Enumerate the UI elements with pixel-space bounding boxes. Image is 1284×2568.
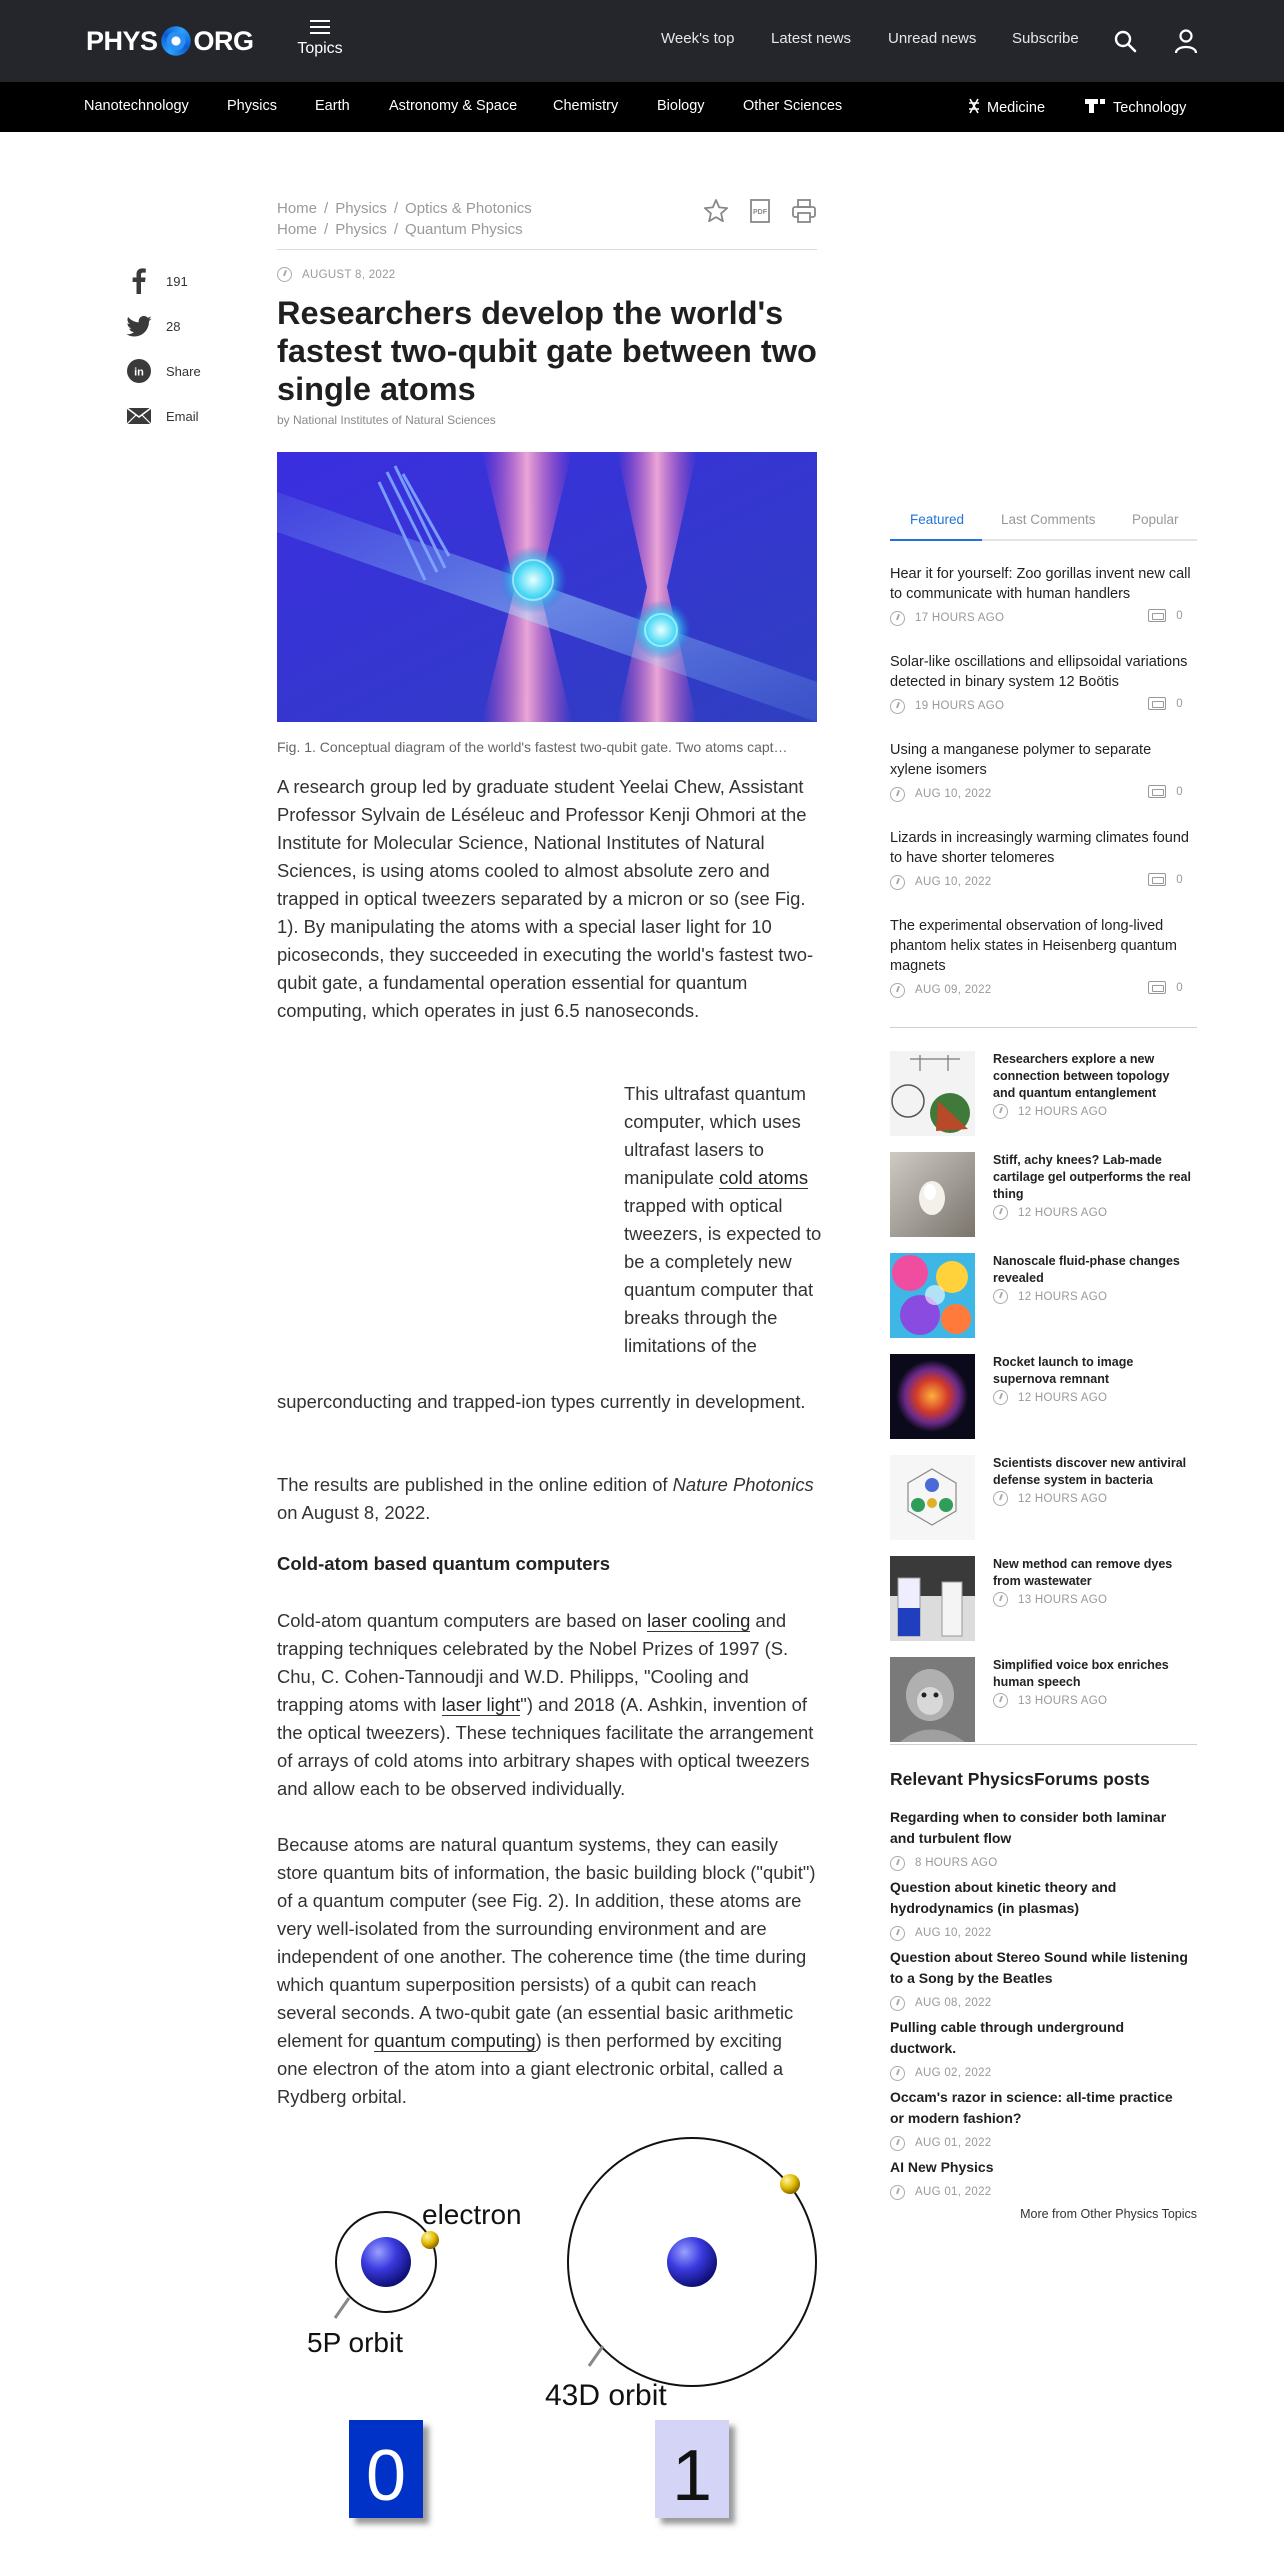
featured-item[interactable] [890, 828, 1197, 890]
quantum-computing-link[interactable]: quantum computing [374, 2030, 536, 2051]
topics-menu-button[interactable] [296, 16, 344, 58]
story-time: 12 HOURS AGO [1018, 1492, 1108, 1505]
comment-count[interactable]: 0 [1148, 697, 1183, 710]
article-byline[interactable]: by National Institutes of Natural Sciences [277, 413, 496, 427]
twitter-share-count: 28 [166, 318, 181, 334]
breadcrumb-divider [277, 249, 817, 250]
clock-icon [993, 1592, 1008, 1607]
email-icon [126, 403, 152, 429]
clock-icon [890, 983, 905, 998]
featured-title[interactable]: Hear it for yourself: Zoo gorillas invent new call to communicate with human handlers [890, 566, 1191, 602]
email-share-label: Email [166, 408, 199, 424]
featured-item[interactable] [890, 740, 1197, 802]
paragraph-5: Because atoms are natural quantum systems, they can easily store quantum bits of information, the basic building block ("qubit") of a quantum computer (see Fig. 2). In addition, these atoms are very well-isolated from the surrounding environment and are independent of one another. The coherence time (the time during which quantum superposition persists) of a qubit can reach several seconds. A two-qubit gate (an essential basic arithmetic element for quantum computing) is then performed by exciting one electron of the atom into a giant electronic orbital, called a Rydberg orbital. [277, 1834, 816, 2107]
comments-icon [1148, 609, 1166, 622]
category-nanotechnology[interactable]: Nanotechnology [84, 98, 189, 114]
electron-large [780, 2174, 800, 2194]
breadcrumb-home[interactable]: Home [277, 200, 318, 217]
story-time: 12 HOURS AGO [1018, 1290, 1108, 1303]
story-title[interactable]: Nanoscale fluid-phase changes revealed [993, 1254, 1180, 1285]
technology-icon [1084, 98, 1106, 114]
featured-item[interactable] [890, 916, 1197, 998]
category-technology[interactable] [1084, 98, 1186, 116]
physicsforums-heading: Relevant PhysicsForums posts [890, 1769, 1150, 1789]
hamburger-icon [310, 20, 330, 34]
category-physics[interactable]: Physics [227, 98, 277, 114]
comment-count[interactable]: 0 [1148, 873, 1183, 886]
laser-light-link[interactable]: laser light [441, 1694, 521, 1715]
clock-icon [993, 1104, 1008, 1119]
story-item[interactable] [890, 1354, 1200, 1440]
story-time: 13 HOURS AGO [1018, 1593, 1108, 1606]
nav-unread-news[interactable]: Unread news [888, 30, 977, 47]
twitter-icon [126, 313, 152, 339]
clock-icon [993, 1390, 1008, 1405]
breadcrumb-quantum-physics[interactable]: Quantum Physics [405, 221, 523, 238]
section-heading: Cold-atom based quantum computers [277, 1553, 611, 1574]
state-zero-label: 0 [365, 2436, 407, 2516]
nucleus-large [667, 2237, 717, 2287]
story-thumbnail-antiviral[interactable] [890, 1455, 975, 1540]
forum-post[interactable] [890, 1947, 1190, 2011]
cold-atoms-link[interactable]: cold atoms [719, 1167, 809, 1188]
bookmark-star-icon[interactable] [703, 198, 729, 224]
story-time: 12 HOURS AGO [1018, 1391, 1108, 1404]
paragraph-2: This ultrafast quantum computer, which uses ultrafast lasers to manipulate cold atoms trapped with optical tweezers, is expected to be a completely new quantum computer that breaks through the limitations of the [624, 1083, 822, 1356]
sidebar-divider [890, 1744, 1197, 1745]
linkedin-share-label: Share [166, 363, 201, 379]
clock-icon [890, 787, 905, 802]
share-email[interactable] [126, 401, 266, 431]
category-astronomy-space[interactable]: Astronomy & Space [389, 98, 518, 114]
clock-icon [277, 267, 292, 282]
category-earth[interactable]: Earth [315, 98, 350, 114]
story-thumbnail-fluid-phase[interactable] [890, 1253, 975, 1338]
comment-count[interactable]: 0 [1148, 785, 1183, 798]
category-bar [0, 82, 1284, 132]
forum-post-time: AUG 01, 2022 [915, 2137, 992, 2149]
qubit-orbit-figure [277, 2128, 827, 2548]
clock-icon [993, 1205, 1008, 1220]
share-linkedin[interactable] [126, 356, 266, 386]
laser-cooling-link[interactable]: laser cooling [647, 1610, 751, 1631]
forum-post[interactable] [890, 2087, 1190, 2151]
category-medicine-label: Medicine [987, 100, 1046, 116]
nav-weeks-top[interactable]: Week's top [661, 30, 735, 47]
clock-icon [890, 2185, 905, 2200]
nucleus-small [361, 2237, 411, 2287]
story-title[interactable]: Stiff, achy knees? Lab-made cartilage gel outperforms the real thing [993, 1153, 1191, 1201]
story-thumbnail-topology[interactable] [890, 1051, 975, 1136]
tab-last-comments[interactable]: Last Comments [1001, 512, 1096, 527]
featured-title[interactable]: Lizards in increasingly warming climates found to have shorter telomeres [890, 830, 1189, 866]
comments-icon [1148, 981, 1166, 994]
svg-text:in: in [134, 366, 144, 379]
featured-time: 19 HOURS AGO [915, 700, 1005, 712]
medicine-icon [968, 98, 980, 114]
clock-icon [993, 1491, 1008, 1506]
forum-post-time: AUG 10, 2022 [915, 1927, 992, 1939]
story-title[interactable]: Simplified voice box enriches human speech [993, 1658, 1169, 1689]
share-twitter[interactable] [126, 311, 266, 341]
forum-post[interactable] [890, 1877, 1190, 1941]
user-account-icon[interactable] [1174, 28, 1198, 54]
comment-count[interactable]: 0 [1148, 981, 1183, 994]
more-physics-topics-link[interactable]: More from Other Physics Topics [1020, 2207, 1197, 2221]
category-medicine[interactable] [968, 98, 1045, 116]
paragraph-3: The results are published in the online edition of Nature Photonics on August 8, 2022. [277, 1474, 814, 1523]
comments-icon [1148, 697, 1166, 710]
featured-title[interactable]: Using a manganese polymer to separate xylene isomers [890, 742, 1152, 778]
forum-post-title[interactable]: Question about Stereo Sound while listening to a Song by the Beatles [890, 1949, 1188, 1986]
active-tab-indicator [890, 539, 982, 541]
clock-icon [993, 1693, 1008, 1708]
paragraph-1: A research group led by graduate student Yeelai Chew, Assistant Professor Sylvain de Léséleuc and Professor Kenji Ohmori at the Institute for Molecular Science, National Institutes of Natural Sciences, is using atoms cooled to almost absolute zero and trapped in optical tweezers separated by a micron or so (see Fig. 1). By manipulating the atoms with a special laser light for 10 picoseconds, they succeeded in executing the world's fastest two-qubit gate, a fundamental operation essential for quantum computing, which operates in just 6.5 nanoseconds. [277, 776, 814, 1021]
article-hero-image[interactable] [277, 452, 817, 722]
featured-time: 17 HOURS AGO [915, 612, 1005, 624]
forum-post[interactable] [890, 1807, 1190, 1871]
article-date: AUGUST 8, 2022 [277, 267, 395, 282]
pdf-download-icon[interactable] [747, 198, 773, 224]
story-time: 12 HOURS AGO [1018, 1206, 1108, 1219]
search-icon[interactable] [1113, 29, 1137, 53]
facebook-icon [126, 268, 152, 294]
nav-subscribe[interactable]: Subscribe [1012, 30, 1079, 47]
facebook-share-count: 191 [166, 273, 188, 289]
sidebar-divider [890, 1027, 1197, 1028]
clock-icon [890, 699, 905, 714]
story-thumbnail-dyes[interactable] [890, 1556, 975, 1641]
forum-post[interactable] [890, 2157, 1190, 2200]
clock-icon [890, 2066, 905, 2081]
forum-post-title[interactable]: Occam's razor in science: all-time practice or modern fashion? [890, 2089, 1173, 2126]
category-chemistry[interactable]: Chemistry [553, 98, 619, 114]
clock-icon [890, 1856, 905, 1871]
comments-icon [1148, 785, 1166, 798]
image-caption: Fig. 1. Conceptual diagram of the world's fastest two-qubit gate. Two atoms capt… [277, 739, 788, 755]
forum-post[interactable] [890, 2017, 1190, 2081]
story-title[interactable]: Rocket launch to image supernova remnant [993, 1355, 1134, 1386]
story-thumbnail-supernova[interactable] [890, 1354, 975, 1439]
breadcrumb: Home / Physics / Quantum Physics [277, 221, 523, 238]
large-orbit-label: 43D orbit [545, 2379, 667, 2412]
comments-icon [1148, 873, 1166, 886]
topics-label: Topics [297, 40, 343, 57]
category-biology[interactable]: Biology [657, 98, 705, 114]
story-item[interactable] [890, 1657, 1200, 1743]
story-item[interactable] [890, 1152, 1200, 1238]
forum-post-time: AUG 02, 2022 [915, 2067, 992, 2079]
sidebar-tabs [890, 507, 1197, 541]
electron-label: electron [422, 2199, 522, 2230]
featured-title[interactable]: Solar-like oscillations and ellipsoidal variations detected in binary system 12 Boötis [890, 654, 1188, 690]
forum-post-title[interactable]: Question about kinetic theory and hydrodynamics (in plasmas) [890, 1879, 1117, 1916]
article-title: Researchers develop the world's fastest two-qubit gate between two single atoms [277, 295, 817, 407]
forum-post-time: 8 HOURS AGO [915, 1857, 998, 1869]
story-title[interactable]: Scientists discover new antiviral defense system in bacteria [993, 1456, 1187, 1487]
clock-icon [890, 1996, 905, 2011]
state-one-label: 1 [671, 2436, 713, 2516]
story-item[interactable] [890, 1556, 1200, 1642]
story-title[interactable]: Researchers explore a new connection between topology and quantum entanglement [993, 1052, 1170, 1100]
comment-count[interactable]: 0 [1148, 609, 1183, 622]
story-thumbnail-voice-box[interactable] [890, 1657, 975, 1742]
story-time: 13 HOURS AGO [1018, 1694, 1108, 1707]
forum-post-title[interactable]: Pulling cable through underground ductwork. [890, 2019, 1125, 2056]
story-item[interactable] [890, 1051, 1200, 1137]
clock-icon [890, 611, 905, 626]
nav-latest-news[interactable]: Latest news [771, 30, 852, 47]
category-technology-label: Technology [1113, 100, 1187, 116]
site-logo[interactable]: PHYS ORG [86, 22, 254, 60]
featured-title[interactable]: The experimental observation of long-lived phantom helix states in Heisenberg quantum magnets [890, 918, 1177, 974]
story-item[interactable] [890, 1455, 1200, 1541]
story-title[interactable]: New method can remove dyes from wastewater [993, 1557, 1173, 1588]
story-item[interactable] [890, 1253, 1200, 1339]
featured-item[interactable] [890, 564, 1197, 626]
breadcrumb-home[interactable]: Home [277, 221, 318, 238]
svg-text:PDF: PDF [753, 209, 767, 216]
electron-small [421, 2231, 439, 2249]
forum-post-title[interactable]: AI New Physics [890, 2159, 994, 2175]
tab-featured[interactable]: Featured [910, 512, 965, 527]
clock-icon [890, 875, 905, 890]
breadcrumb-optics-photonics[interactable]: Optics & Photonics [405, 200, 532, 217]
logo-orb-icon [159, 24, 193, 58]
category-other-sciences[interactable]: Other Sciences [743, 98, 843, 114]
forum-post-title[interactable]: Regarding when to consider both laminar and turbulent flow [890, 1809, 1167, 1846]
paragraph-4: Cold-atom quantum computers are based on laser cooling and trapping techniques celebrated by the Nobel Prizes of 1997 (S. Chu, C. Cohen-Tannoudji and W.D. Philipps, "Cooling and trapping atoms with laser light") and 2018 (A. Ashkin, invention of the optical tweezers). These techniques facilitate the arrangement of arrays of cold atoms into arbitrary shapes with optical tweezers and allow each to be observed individually. [277, 1610, 814, 1799]
featured-item[interactable] [890, 652, 1197, 714]
paragraph-2-continued: superconducting and trapped-ion types currently in development. [277, 1391, 806, 1412]
clock-icon [890, 2136, 905, 2151]
story-thumbnail-cartilage[interactable] [890, 1152, 975, 1237]
forum-post-time: AUG 08, 2022 [915, 1997, 992, 2009]
breadcrumb: Home / Physics / Optics & Photonics [277, 200, 532, 217]
featured-time: AUG 10, 2022 [915, 876, 992, 888]
featured-time: AUG 10, 2022 [915, 788, 992, 800]
linkedin-icon [126, 358, 152, 384]
print-icon[interactable] [791, 198, 817, 224]
clock-icon [993, 1289, 1008, 1304]
featured-time: AUG 09, 2022 [915, 984, 992, 996]
journal-name: Nature Photonics [672, 1474, 814, 1495]
tab-popular[interactable]: Popular [1132, 512, 1179, 527]
breadcrumb-physics[interactable]: Physics [335, 200, 387, 217]
small-orbit-label: 5P orbit [307, 2327, 403, 2358]
clock-icon [890, 1926, 905, 1941]
top-navigation-bar [0, 0, 1284, 82]
forum-post-time: AUG 01, 2022 [915, 2186, 992, 2198]
story-time: 12 HOURS AGO [1018, 1105, 1108, 1118]
breadcrumb-physics[interactable]: Physics [335, 221, 387, 238]
share-facebook[interactable] [126, 266, 266, 296]
